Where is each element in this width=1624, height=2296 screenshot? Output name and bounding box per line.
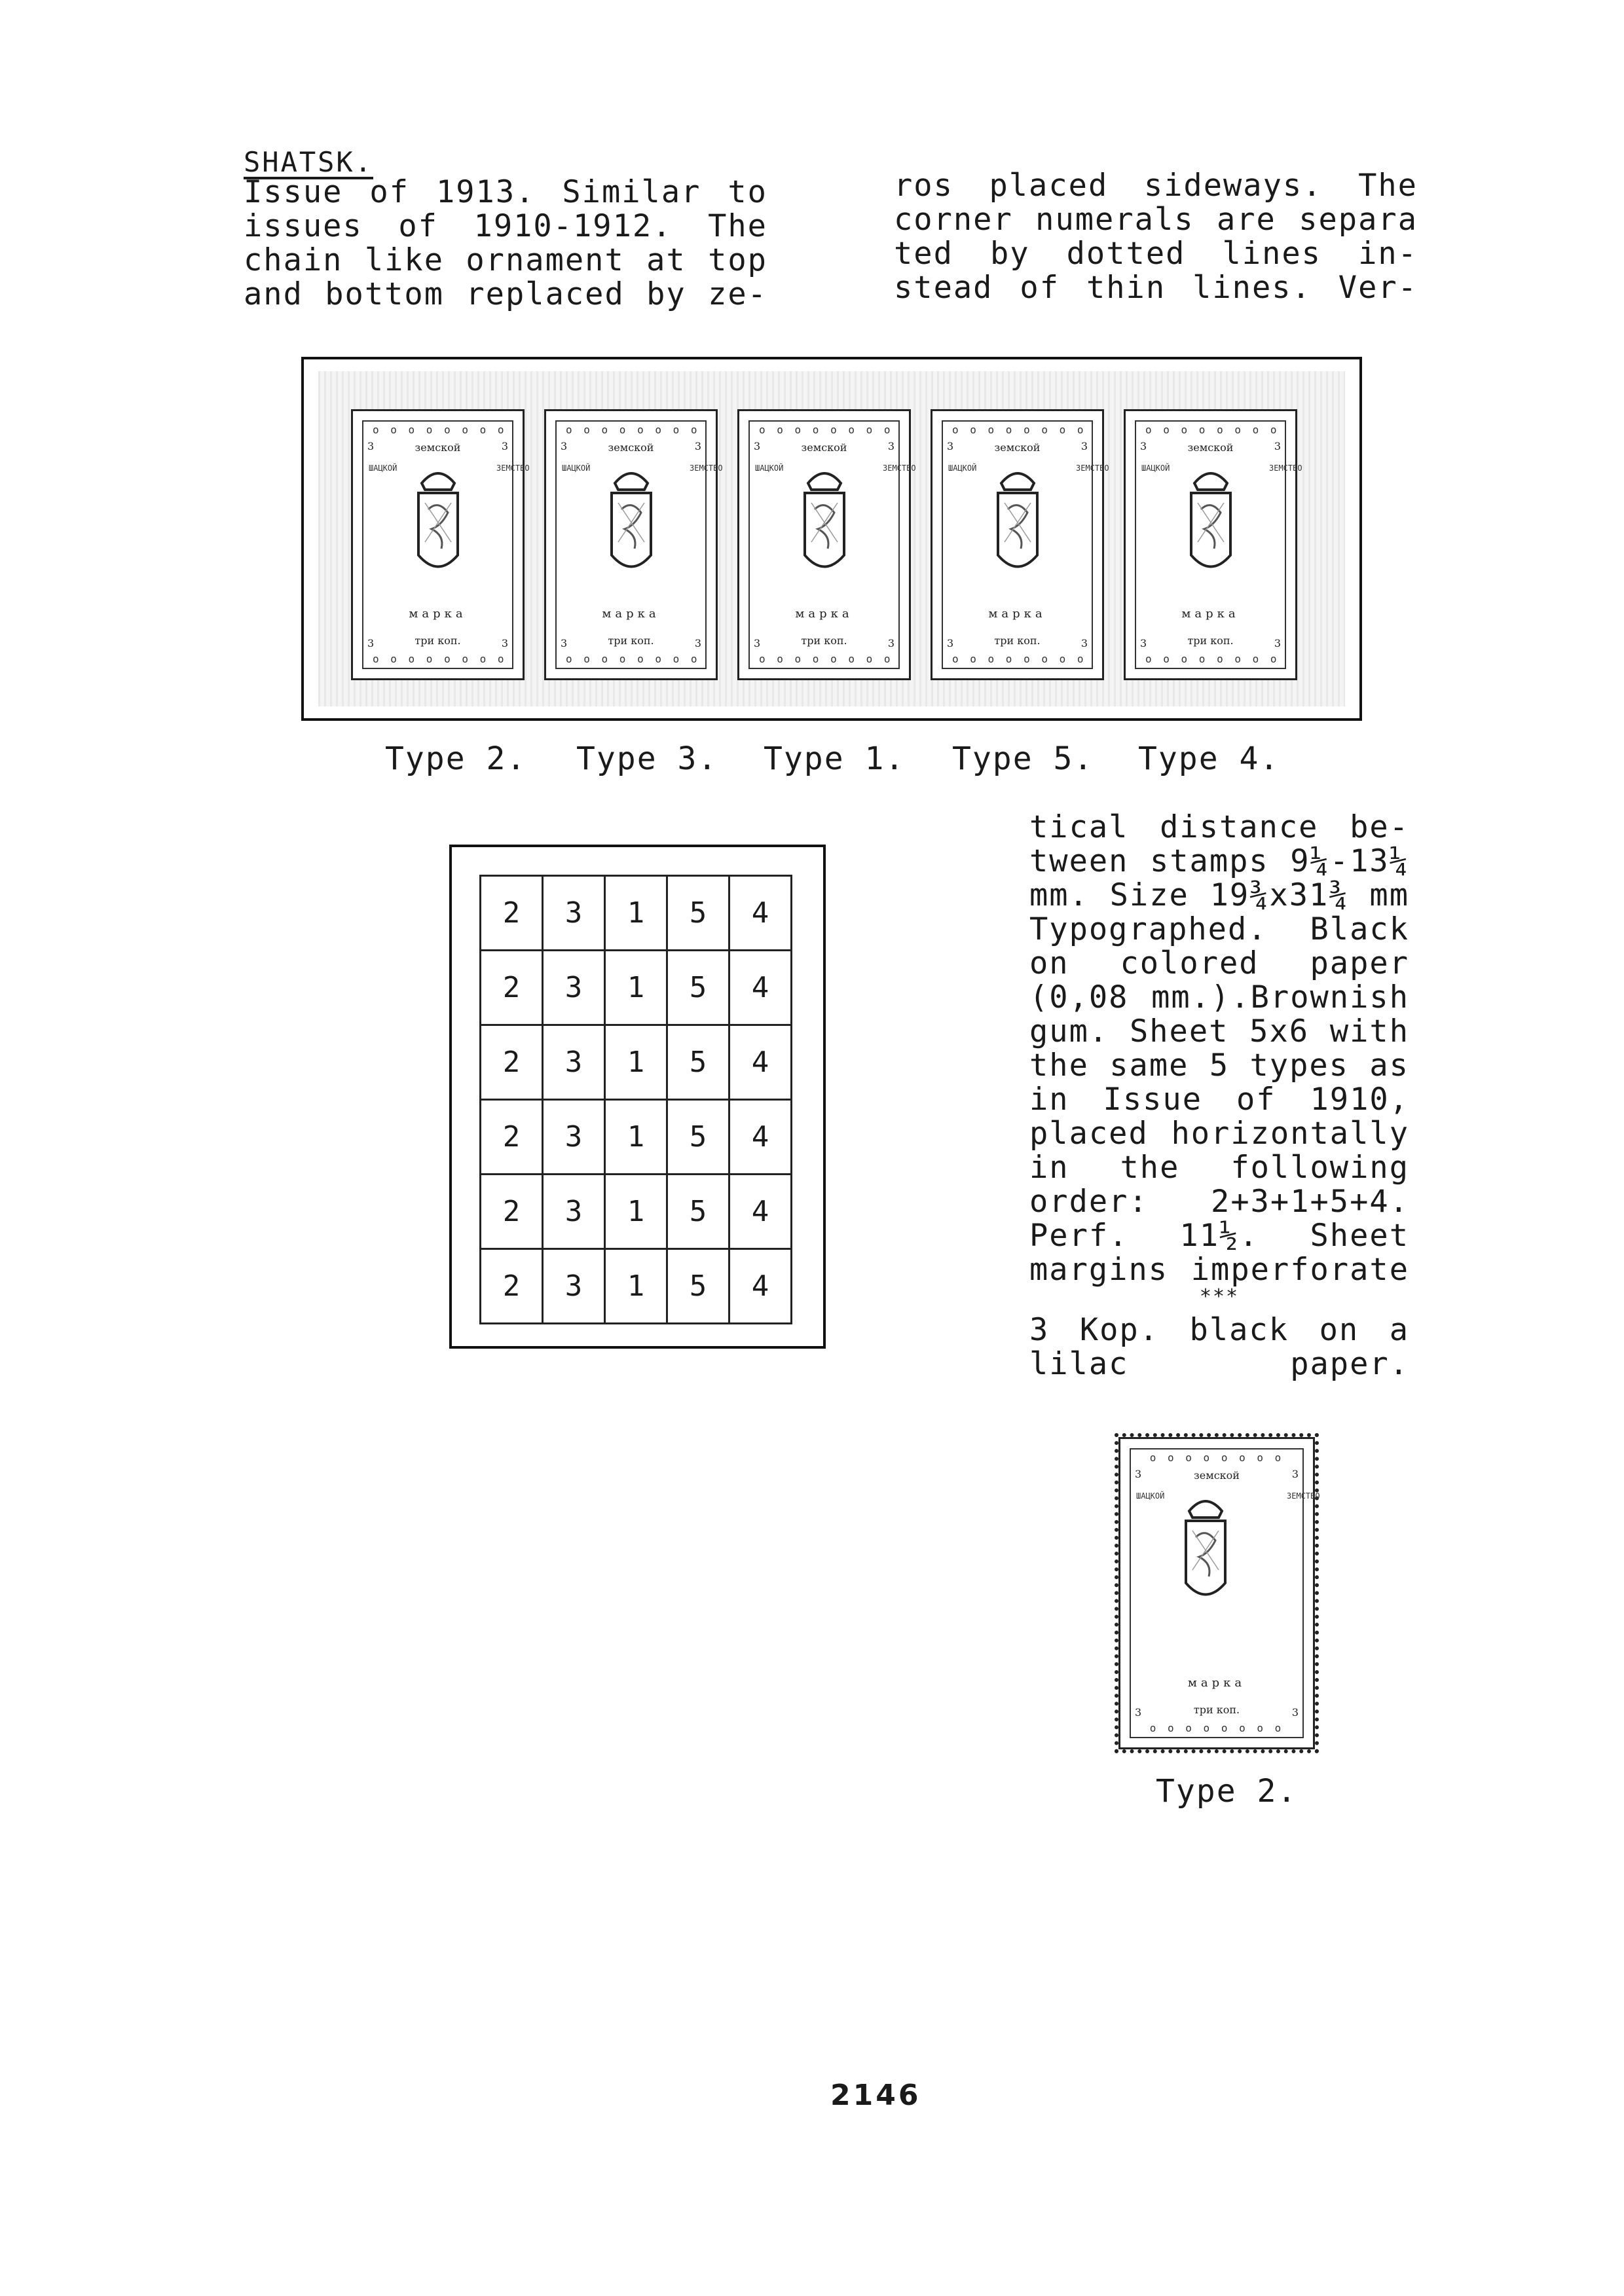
stamp-corner-numeral: 3 <box>1135 1706 1142 1719</box>
stamp-corner-numeral: 3 <box>501 440 508 452</box>
description-line: on colored paper <box>1029 945 1409 981</box>
grid-cell: 3 <box>543 1175 605 1249</box>
stamp-text-middle: марка <box>1187 1676 1246 1690</box>
grid-row <box>481 1100 792 1175</box>
description-line: mm. Size 19¾x31¾ mm <box>1029 877 1409 913</box>
stamp-text-middle: марка <box>988 607 1046 621</box>
separator-stars: *** <box>1199 1285 1240 1308</box>
stamp-text-bottom: три коп. <box>1187 634 1234 647</box>
grid-cell: 1 <box>605 876 667 951</box>
grid-row <box>481 1249 792 1324</box>
sheet-layout-diagram <box>449 845 826 1349</box>
stamp-note-line: lilac paper. <box>1029 1346 1409 1382</box>
stamp-type-3 <box>544 409 723 680</box>
description-line: the same 5 types as <box>1029 1048 1409 1084</box>
stamp-dotted-border-top: o o o o o o o o <box>373 424 507 436</box>
intro-right-line: corner numerals are separa <box>894 202 1418 238</box>
page-number: 2146 <box>830 2079 921 2112</box>
grid-cell: 4 <box>729 1100 792 1175</box>
stamp-corner-numeral: 3 <box>947 637 954 649</box>
description-line: order: 2+3+1+5+4. <box>1029 1184 1409 1220</box>
stamp-type-2 <box>351 409 530 680</box>
stamp-dotted-border-top: o o o o o o o o <box>1149 1451 1284 1464</box>
grid-cell: 1 <box>605 951 667 1025</box>
coat-of-arms-icon <box>985 464 1050 581</box>
grid-row <box>481 1025 792 1100</box>
grid-row <box>481 876 792 951</box>
stamp-side-text-left: ШАЦКОЙ <box>755 464 784 473</box>
grid-cell: 1 <box>605 1100 667 1175</box>
stamp-text-top: земской <box>801 441 847 454</box>
stamp-corner-numeral: 3 <box>754 637 761 649</box>
stamp-corner-numeral: 3 <box>887 440 895 452</box>
intro-left-line: chain like ornament at top <box>244 242 767 278</box>
grid-cell: 5 <box>667 1025 729 1100</box>
type-label: Type 4. <box>1138 740 1280 777</box>
stamp-corner-numeral: 3 <box>1080 637 1088 649</box>
description-line: gum. Sheet 5x6 with <box>1029 1013 1409 1049</box>
stamp-dotted-border-bottom: o o o o o o o o <box>373 653 507 665</box>
intro-right-line: ted by dotted lines in- <box>894 236 1418 272</box>
stamp-corner-numeral: 3 <box>694 440 701 452</box>
stamp-text-middle: марка <box>795 607 853 621</box>
stamp-dotted-border-top: o o o o o o o o <box>566 424 700 436</box>
stamp-note-line: 3 Kop. black on a <box>1029 1312 1409 1348</box>
stamp-text-bottom: три коп. <box>415 634 461 647</box>
type-label: Type 2. <box>385 740 527 777</box>
type-label: Type 3. <box>576 740 718 777</box>
grid-cell: 5 <box>667 876 729 951</box>
type-label: Type 1. <box>764 740 906 777</box>
coat-of-arms-icon <box>405 464 471 581</box>
stamp-corner-numeral: 3 <box>887 637 895 649</box>
stamp-dotted-border-top: o o o o o o o o <box>952 424 1086 436</box>
intro-left-line: issues of 1910-1912. The <box>244 208 767 244</box>
description-column <box>1029 811 1409 1381</box>
stamp-corner-numeral: 3 <box>1135 1468 1142 1480</box>
coat-of-arms-icon <box>599 464 664 581</box>
stamp-text-bottom: три коп. <box>994 634 1041 647</box>
grid-cell: 5 <box>667 1175 729 1249</box>
stamp-corner-numeral: 3 <box>1080 440 1088 452</box>
single-stamp-image <box>1118 1437 1320 1749</box>
stamp-dotted-border-bottom: o o o o o o o o <box>759 653 893 665</box>
strip-type-labels <box>385 742 1315 781</box>
stamp-type-1 <box>737 409 916 680</box>
grid-cell: 3 <box>543 1025 605 1100</box>
coat-of-arms-icon <box>792 464 857 581</box>
description-line: Typographed. Black <box>1029 911 1409 947</box>
sheet-layout-grid <box>479 875 792 1324</box>
stamp-corner-numeral: 3 <box>754 440 761 452</box>
description-line: tween stamps 9¼-13¼ <box>1029 843 1409 879</box>
grid-row <box>481 1175 792 1249</box>
grid-cell: 5 <box>667 951 729 1025</box>
stamp-side-text-left: ШАЦКОЙ <box>948 464 977 473</box>
intro-left-column <box>244 175 767 312</box>
single-stamp-caption: Type 2. <box>1156 1773 1298 1810</box>
grid-cell: 5 <box>667 1100 729 1175</box>
coat-of-arms-icon <box>1178 464 1244 581</box>
stamp-corner-numeral: 3 <box>1274 440 1281 452</box>
grid-cell: 4 <box>729 1249 792 1324</box>
grid-cell: 3 <box>543 951 605 1025</box>
stamp-corner-numeral: 3 <box>947 440 954 452</box>
stamp-corner-numeral: 3 <box>1291 1706 1299 1719</box>
stamp-text-top: земской <box>1194 1469 1240 1482</box>
grid-cell: 3 <box>543 1100 605 1175</box>
stamp-text-bottom: три коп. <box>608 634 654 647</box>
grid-cell: 1 <box>605 1025 667 1100</box>
grid-row <box>481 951 792 1025</box>
stamp-corner-numeral: 3 <box>561 440 568 452</box>
stamp-text-top: земской <box>1187 441 1234 454</box>
stamp-corner-numeral: 3 <box>1140 440 1147 452</box>
stamp-text-top: земской <box>608 441 654 454</box>
stamp-dotted-border-bottom: o o o o o o o o <box>1145 653 1280 665</box>
description-line: Perf. 11½. Sheet <box>1029 1218 1409 1254</box>
stamp-text-middle: марка <box>1181 607 1240 621</box>
stamp-corner-numeral: 3 <box>501 637 508 649</box>
grid-cell: 2 <box>481 1249 543 1324</box>
stamp-dotted-border-bottom: o o o o o o o o <box>1149 1722 1284 1734</box>
intro-right-line: ros placed sideways. The <box>894 168 1418 204</box>
grid-cell: 1 <box>605 1249 667 1324</box>
stamp-text-middle: марка <box>409 607 467 621</box>
stamp-corner-numeral: 3 <box>694 637 701 649</box>
stamp-side-text-right: ЗЕМСТВО <box>690 464 723 473</box>
grid-cell: 1 <box>605 1175 667 1249</box>
stamp-text-top: земской <box>415 441 461 454</box>
grid-cell: 5 <box>667 1249 729 1324</box>
type-label: Type 5. <box>952 740 1094 777</box>
stamp-side-text-right: ЗЕМСТВО <box>1076 464 1109 473</box>
stamp-text-middle: марка <box>602 607 660 621</box>
intro-left-line: Issue of 1913. Similar to <box>244 174 767 210</box>
stamp-dotted-border-top: o o o o o o o o <box>759 424 893 436</box>
description-line: (0,08 mm.).Brownish <box>1029 979 1409 1015</box>
stamp-type-5 <box>931 409 1109 680</box>
stamp-dotted-border-bottom: o o o o o o o o <box>952 653 1086 665</box>
grid-cell: 2 <box>481 951 543 1025</box>
grid-cell: 2 <box>481 1025 543 1100</box>
stamp-corner-numeral: 3 <box>1140 637 1147 649</box>
stamp-text-bottom: три коп. <box>801 634 847 647</box>
grid-cell: 4 <box>729 1025 792 1100</box>
grid-cell: 2 <box>481 876 543 951</box>
stamp-dotted-border-bottom: o o o o o o o o <box>566 653 700 665</box>
stamp-text-top: земской <box>994 441 1041 454</box>
stamp-corner-numeral: 3 <box>367 440 375 452</box>
grid-cell: 4 <box>729 951 792 1025</box>
stamp-side-text-left: ШАЦКОЙ <box>1136 1491 1165 1501</box>
intro-right-line: stead of thin lines. Ver- <box>894 270 1418 306</box>
stamp-side-text-right: ЗЕМСТВО <box>496 464 530 473</box>
grid-cell: 4 <box>729 1175 792 1249</box>
stamp-corner-numeral: 3 <box>367 637 375 649</box>
description-line: margins imperforate <box>1029 1252 1409 1288</box>
stamp-side-text-right: ЗЕМСТВО <box>883 464 916 473</box>
grid-cell: 2 <box>481 1175 543 1249</box>
stamp-side-text-right: ЗЕМСТВО <box>1287 1491 1320 1501</box>
stamp-side-text-left: ШАЦКОЙ <box>562 464 591 473</box>
description-line: in Issue of 1910, <box>1029 1082 1409 1118</box>
stamp-type-2-single <box>1118 1437 1320 1749</box>
strip-background <box>318 371 1345 706</box>
description-line: placed horizontally <box>1029 1116 1409 1152</box>
section-heading: SHATSK. <box>244 146 374 178</box>
stamp-dotted-border-top: o o o o o o o o <box>1145 424 1280 436</box>
description-line: in the following <box>1029 1150 1409 1186</box>
coat-of-arms-icon <box>1173 1491 1238 1609</box>
stamp-text-bottom: три коп. <box>1193 1704 1240 1716</box>
stamp-corner-numeral: 3 <box>1291 1468 1299 1480</box>
intro-right-column <box>894 169 1418 305</box>
stamp-side-text-left: ШАЦКОЙ <box>1141 464 1170 473</box>
grid-cell: 3 <box>543 1249 605 1324</box>
grid-cell: 4 <box>729 876 792 951</box>
stamp-side-text-left: ШАЦКОЙ <box>369 464 397 473</box>
intro-left-line: and bottom replaced by ze- <box>244 276 767 312</box>
grid-cell: 2 <box>481 1100 543 1175</box>
stamp-side-text-right: ЗЕМСТВО <box>1269 464 1302 473</box>
stamp-corner-numeral: 3 <box>1274 637 1281 649</box>
description-line: tical distance be- <box>1029 809 1409 845</box>
stamp-strip-image <box>301 357 1362 721</box>
grid-cell: 3 <box>543 876 605 951</box>
stamp-type-4 <box>1124 409 1302 680</box>
stamp-corner-numeral: 3 <box>561 637 568 649</box>
